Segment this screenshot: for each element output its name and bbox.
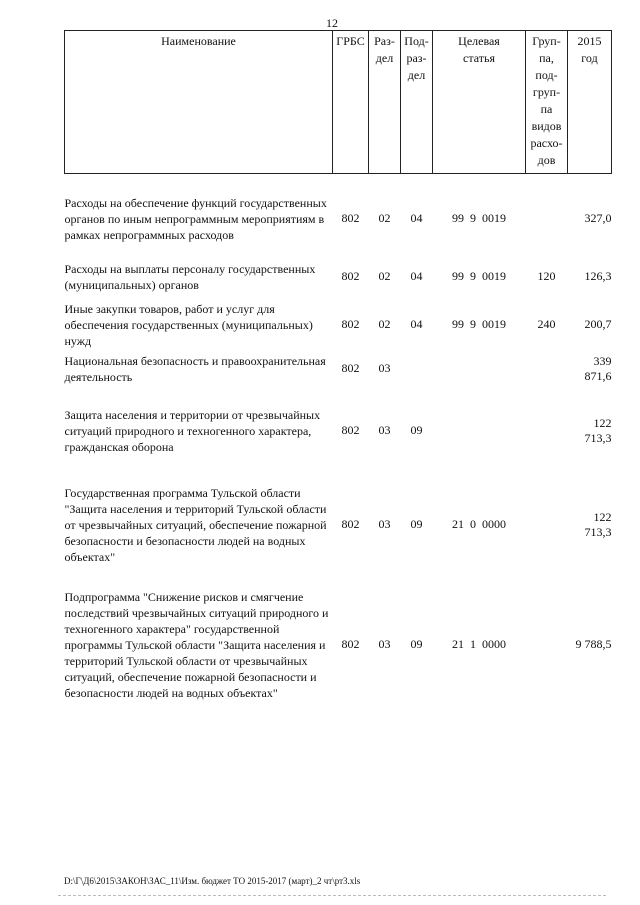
row-target-article	[433, 460, 526, 570]
table-row	[65, 388, 612, 460]
row-target-article	[433, 174, 526, 254]
target-article-part: 0019	[482, 211, 506, 226]
row-grbs: 802	[341, 517, 360, 531]
row-razdel: 02	[378, 211, 391, 226]
row-amount: 200,7	[584, 317, 612, 331]
row-podrazdel	[401, 350, 433, 388]
row-name: Подпрограмма "Снижение рисков и смягчение последствий чрезвычайных ситуаций природного и техногенного характера" государственной программы Тульской области "Защита населения и территорий Тульской области от чрезвычайных ситуаций, обеспечение пожарной безопасности и безопасности людей на водных объектах"	[64, 589, 329, 700]
table-row	[65, 570, 612, 720]
header-target-article: Целевая статья	[433, 31, 526, 174]
row-amount: 327,0	[584, 211, 612, 226]
target-article-code	[452, 637, 506, 652]
row-podrazdel: 04	[410, 211, 423, 226]
row-target-article	[433, 300, 526, 350]
target-article-code	[452, 317, 506, 332]
table-row	[65, 254, 612, 300]
header-row	[65, 31, 612, 174]
row-grbs: 802	[341, 317, 360, 331]
row-grbs: 802	[341, 269, 360, 283]
row-name: Расходы на выплаты персоналу государственных (муниципальных) органов	[64, 261, 316, 292]
target-article-part: 99	[452, 317, 464, 331]
row-expense-type: 240	[537, 317, 556, 331]
table-row	[65, 300, 612, 350]
bottom-rule	[58, 895, 606, 896]
target-article-part: 0000	[482, 517, 506, 531]
row-amount: 9 788,5	[575, 637, 612, 651]
target-article-code	[452, 517, 506, 532]
row-razdel: 03	[378, 517, 391, 531]
file-path-footer: D:\Г\Д6\2015\ЗАКОН\ЗАС_11\Изм. бюджет ТО 2015-2017 (март)_2 чт\рт3.xls	[64, 876, 361, 886]
table-row	[65, 460, 612, 570]
target-article-part: 9	[470, 317, 476, 331]
budget-table	[64, 30, 612, 720]
target-article-code	[473, 423, 485, 438]
target-article-part: 0019	[482, 269, 506, 283]
target-article-part: 0000	[482, 637, 506, 651]
row-podrazdel: 09	[410, 423, 423, 437]
row-grbs: 802	[341, 637, 360, 651]
page-number: 12	[326, 16, 338, 30]
target-article-part: 9	[470, 211, 476, 226]
table-row	[65, 350, 612, 388]
target-article-part: 99	[452, 269, 464, 283]
row-razdel: 03	[378, 361, 391, 375]
row-amount: 339 871,6	[584, 353, 612, 383]
target-article-part: 21	[452, 517, 464, 531]
row-razdel: 02	[378, 269, 391, 283]
row-podrazdel: 04	[410, 317, 423, 331]
row-podrazdel: 09	[410, 517, 423, 531]
row-razdel: 03	[378, 423, 391, 437]
row-grbs: 802	[341, 211, 360, 226]
header-razdel: Раз- дел	[369, 31, 401, 174]
target-article-code	[473, 361, 485, 376]
row-amount: 126,3	[584, 269, 612, 283]
row-target-article	[433, 254, 526, 300]
row-razdel: 03	[378, 637, 391, 651]
row-expense-type: 120	[537, 269, 556, 283]
target-article-code	[452, 211, 506, 226]
header-name: Наименование	[65, 31, 333, 174]
row-amount: 122 713,3	[584, 509, 612, 539]
row-name: Национальная безопасность и правоохранительная деятельность	[64, 353, 326, 384]
row-target-article	[433, 570, 526, 720]
table-row	[65, 174, 612, 254]
row-name: Иные закупки товаров, работ и услуг для обеспечения государственных (муниципальных) нужд	[64, 301, 313, 348]
row-expense-type	[526, 388, 568, 460]
header-expense-type: Груп- па, под- груп- па видов расхо- дов	[526, 31, 568, 174]
row-name: Расходы на обеспечение функций государственных органов по иным непрограммным мероприятиям в рамках непрограммных расходов	[64, 195, 327, 242]
row-target-article	[433, 388, 526, 460]
row-expense-type	[526, 460, 568, 570]
target-article-part: 21	[452, 637, 464, 651]
row-podrazdel: 04	[410, 269, 423, 283]
row-expense-type	[526, 570, 568, 720]
target-article-part: 0	[470, 517, 476, 531]
target-article-part: 9	[470, 269, 476, 283]
row-razdel: 02	[378, 317, 391, 331]
row-podrazdel: 09	[410, 637, 423, 651]
target-article-part: 0019	[482, 317, 506, 331]
target-article-part: 1	[470, 637, 476, 651]
row-name: Защита населения и территории от чрезвычайных ситуаций природного и техногенного характера, гражданская оборона	[64, 407, 321, 454]
target-article-code	[452, 269, 506, 284]
row-expense-type	[526, 174, 568, 254]
row-grbs: 802	[341, 423, 360, 437]
row-grbs: 802	[341, 361, 360, 375]
target-article-part: 99	[452, 211, 464, 226]
row-target-article	[433, 350, 526, 388]
row-expense-type	[526, 350, 568, 388]
row-name: Государственная программа Тульской области "Защита населения и территорий Тульской области от чрезвычайных ситуаций, обеспечение пожарной безопасности и безопасности людей на водных объектах"	[64, 485, 327, 564]
header-year-2015: 2015 год	[568, 31, 612, 174]
header-grbs: ГРБС	[333, 31, 369, 174]
header-podrazdel: Под- раз- дел	[401, 31, 433, 174]
row-amount: 122 713,3	[584, 415, 612, 445]
